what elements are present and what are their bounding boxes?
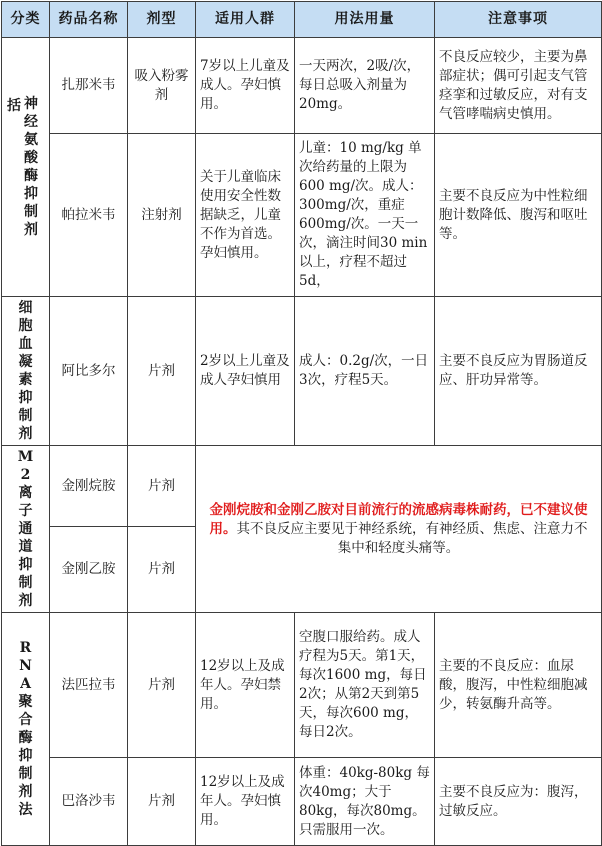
header-population: 适用人群 [196,2,295,38]
header-drug-name: 药品名称 [50,2,128,38]
usage-cell: 体重：40kg-80kg 每次40mg；大于80kg，每次80mg。只需服用一次。 [295,758,435,846]
dosage-form-cell: 片剂 [128,446,196,527]
drug-name-cell: 帕拉米韦 [50,134,128,297]
drug-name-cell: 阿比多尔 [50,297,128,446]
population-cell: 12岁以上及成年人。孕妇慎用。 [196,758,295,846]
notes-cell: 主要不良反应为胃肠道反应、肝功异常等。 [435,297,602,446]
category-label: 神经氨酸酶抑制剂 [24,96,38,238]
dosage-form-cell: 片剂 [128,758,196,846]
category-cell [2,613,50,846]
dosage-form-cell: 片剂 [128,613,196,758]
usage-cell: 儿童：10 mg/kg 单次给药量的上限为600 mg/次。成人：300mg/次，重症600mg/次。一天一次，滴注时间30 min 以上，疗程不超过5d， [295,134,435,297]
drug-name-cell: 法匹拉韦 [50,613,128,758]
dosage-form-cell: 片剂 [128,527,196,613]
merged-notes-cell [196,446,602,613]
category-label: M2离子通道抑制剂 [17,449,34,609]
population-cell: 12岁以上及成年人。孕妇禁用。 [196,613,295,758]
table-row [2,446,602,527]
notes-cell: 不良反应较少，主要为鼻部症状；偶可引起支气管痉挛和过敏反应，对有支气管哮喘病史慎用。 [435,38,602,134]
usage-cell: 一天两次，2吸/次，每日总吸入剂量为20mg。 [295,38,435,134]
header-notes: 注意事项 [435,2,602,38]
drug-name-cell: 巴洛沙韦 [50,758,128,846]
table-row [2,758,602,846]
usage-cell: 空腹口服给药。成人疗程为5天。第1天，每次1600 mg，每日2次；从第2天到第5天，每次600 mg，每日2次。 [295,613,435,758]
category-cell [2,297,50,446]
drug-name-cell: 扎那米韦 [50,38,128,134]
resistance-warning: 金刚烷胺和金刚乙胺对目前流行的流感病毒株耐药，已不建议使用。 [209,501,588,537]
population-cell: 关于儿童临床使用安全性数据缺乏，儿童不作为首选。孕妇慎用。 [196,134,295,297]
antiviral-drug-table [1,1,602,846]
table-row [2,38,602,134]
dosage-form-cell: 吸入粉雾剂 [128,38,196,134]
category-cell [2,446,50,613]
usage-cell: 成人：0.2g/次，一日3次，疗程5天。 [295,297,435,446]
dosage-form-cell: 片剂 [128,297,196,446]
table-row [2,297,602,446]
notes-cell: 主要不良反应为中性粒细胞计数降低、腹泻和呕吐等。 [435,134,602,297]
header-usage-dosage: 用法用量 [295,2,435,38]
population-cell: 7岁以上儿童及成人。孕妇慎用。 [196,38,295,134]
population-cell: 2岁以上儿童及成人孕妇慎用 [196,297,295,446]
notes-cell: 主要不良反应为：腹泻，过敏反应。 [435,758,602,846]
category-prefix: 括 [7,98,21,114]
header-category: 分类 [2,2,50,38]
header-row [2,2,602,38]
category-label: 细胞血凝素抑制剂 [18,300,33,442]
dosage-form-cell: 注射剂 [128,134,196,297]
header-dosage-form: 剂型 [128,2,196,38]
category-label: RNA聚合酶抑制剂法 [18,640,33,818]
category-cell [2,38,50,297]
notes-cell: 主要的不良反应：血尿酸，腹泻，中性粒细胞减少，转氨酶升高等。 [435,613,602,758]
drug-name-cell: 金刚烷胺 [50,446,128,527]
table-row [2,613,602,758]
drug-name-cell: 金刚乙胺 [50,527,128,613]
table-row [2,134,602,297]
merged-side-effects: 其不良反应主要见于神经系统，有神经质、焦虑、注意力不集中和轻度头痛等。 [236,520,588,556]
